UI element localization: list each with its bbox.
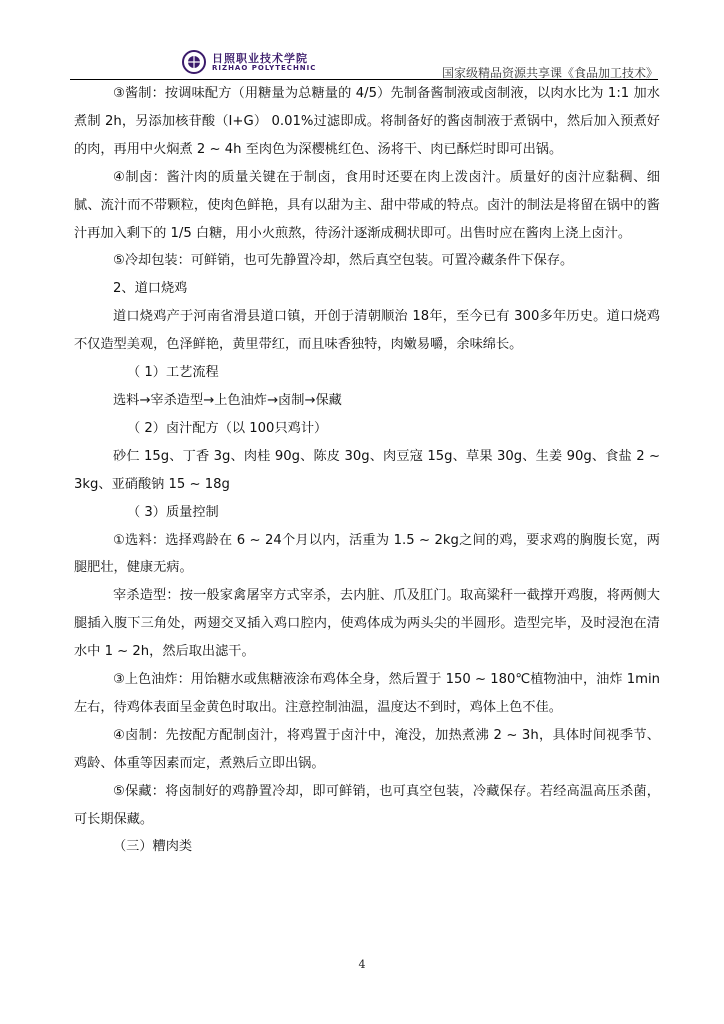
logo-english-name: RIZHAO POLYTECHNIC bbox=[212, 64, 317, 72]
paragraph: ⑤保藏：将卤制好的鸡静置冷却，即可鲜销，也可真空包装，冷藏保存。若经高温高压杀菌，可长期保藏。 bbox=[74, 783, 660, 827]
page-number: 4 bbox=[358, 958, 366, 971]
paragraph: 道口烧鸡产于河南省滑县道口镇，开创于清朝顺治 18年，至今已有 300多年历史。道口烧鸡不仅造型美观，色泽鲜艳，黄里带红，而且味香独特，肉嫩易嚼，余味绵长。 bbox=[74, 309, 660, 353]
paragraph: ④卤制：先按配方配制卤汁，将鸡置于卤汁中，淹没，加热煮沸 2 ~ 3h，具体时间视季节、鸡龄、体重等因素而定，煮熟后立即出锅。 bbox=[74, 727, 660, 771]
paragraph: （ 3）质量控制 bbox=[127, 504, 219, 520]
school-logo bbox=[182, 50, 392, 80]
paragraph: （ 1）工艺流程 bbox=[127, 365, 219, 381]
paragraph: ③上色油炸：用饴糖水或焦糖液涂布鸡体全身，然后置于 150 ~ 180℃植物油中，油炸 1min左右，待鸡体表面呈金黄色时取出。注意控制油温，温度达不到时，鸡体上色不佳。 bbox=[74, 672, 660, 715]
paragraph: ①选料：选择鸡龄在 6 ~ 24个月以内，活重为 1.5 ~ 2kg之间的鸡，要求鸡的胸腹长宽，两腿肥壮，健康无病。 bbox=[74, 532, 660, 576]
paragraph: 2、道口烧鸡 bbox=[113, 281, 188, 297]
paragraph: 宰杀造型：按一般家禽屠宰方式宰杀，去内脏、爪及肛门。取高粱秆一截撑开鸡腹，将两侧大腿插入腹下三角处，两翅交叉插入鸡口腔内，使鸡体成为两头尖的半圆形。造型完毕，及时浸泡在清水中 1 ~ 2h，然后取出滤干。 bbox=[74, 588, 660, 660]
body-text bbox=[74, 80, 660, 861]
paragraph: 砂仁 15g、丁香 3g、肉桂 90g、陈皮 30g、肉豆寇 15g、草果 30g、生姜 90g、食盐 2 ~ 3kg、亚硝酸钠 15 ~ 18g bbox=[74, 448, 660, 492]
paragraph: （三）糟肉类 bbox=[113, 839, 193, 855]
paragraph: （ 2）卤汁配方（以 100只鸡计） bbox=[127, 420, 328, 436]
paragraph: ④制卤：酱汁肉的质量关键在于制卤，食用时还要在肉上泼卤汁。质量好的卤汁应黏稠、细腻、流汁而不带颗粒，使肉色鲜艳，具有以甜为主、甜中带咸的特点。卤汁的制法是将留在锅中的酱汁再加入剩下的 1/5 白糖，用小火煎熬，待汤汁逐渐成稠状即可。出售时应在酱肉上浇上卤汁。 bbox=[74, 169, 660, 241]
page-header bbox=[70, 44, 658, 84]
logo-chinese-name: 日照职业技术学院 bbox=[212, 52, 308, 65]
paragraph: 选料→宰杀造型→上色油炸→卤制→保藏 bbox=[113, 392, 342, 408]
paragraph: ⑤冷却包装：可鲜销，也可先静置冷却，然后真空包装。可置冷藏条件下保存。 bbox=[113, 253, 574, 269]
paragraph: ③酱制：按调味配方（用糖量为总糖量的 4/5）先制备酱制液或卤制液，以肉水比为 1:1 加水煮制 2h，另添加核苷酸（I+G） 0.01%过滤即成。将制备好的酱卤制液于煮锅中，然后加入预煮好的肉，再用中火焖煮 2 ~ 4h 至肉色为深樱桃红色、汤将干、肉已酥烂时即可出锅。 bbox=[74, 86, 660, 157]
course-title: 国家级精品资源共享课《食品加工技术》 bbox=[441, 66, 658, 80]
school-emblem-icon bbox=[182, 50, 206, 74]
